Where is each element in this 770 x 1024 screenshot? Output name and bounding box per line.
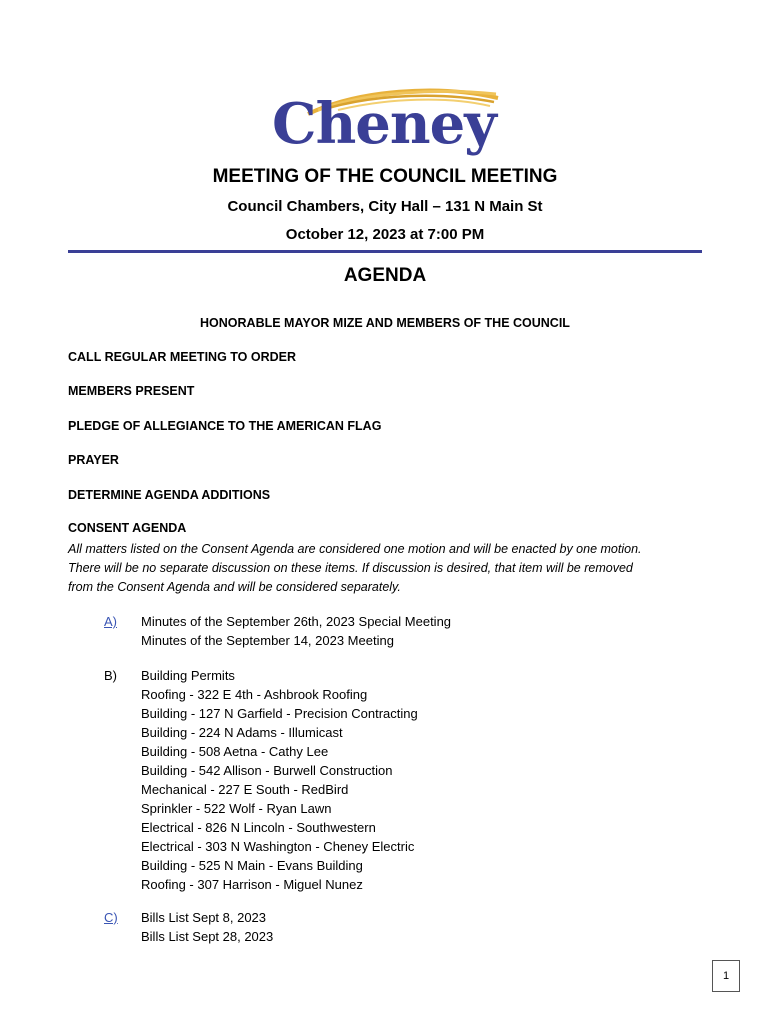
agenda-item-members-present: MEMBERS PRESENT (68, 384, 195, 398)
meeting-location: Council Chambers, City Hall – 131 N Main St (227, 198, 543, 215)
section-line: Minutes of the September 26th, 2023 Special Meeting (141, 614, 452, 629)
agenda-item-consent: CONSENT AGENDA (68, 521, 187, 535)
cheney-logo (268, 82, 503, 162)
consent-note (68, 540, 708, 597)
section-line: Building - 127 N Garfield - Precision Contracting (141, 706, 418, 721)
agenda-heading: AGENDA (343, 265, 427, 286)
section-line: Building - 525 N Main - Evans Building (141, 858, 363, 873)
page-number: 1 (712, 960, 740, 992)
address-line: HONORABLE MAYOR MIZE AND MEMBERS OF THE COUNCIL (200, 316, 570, 330)
section-a-link[interactable]: A) (104, 614, 117, 629)
section-line: Sprinkler - 522 Wolf - Ryan Lawn (141, 801, 332, 816)
meeting-title: MEETING OF THE COUNCIL MEETING (212, 166, 558, 187)
section-line: Bills List Sept 8, 2023 (141, 910, 267, 925)
agenda-item-pledge: PLEDGE OF ALLEGIANCE TO THE AMERICAN FLAG (68, 419, 382, 433)
section-line: Building - 508 Aetna - Cathy Lee (141, 744, 329, 759)
section-line: Roofing - 322 E 4th - Ashbrook Roofing (141, 687, 368, 702)
agenda-item-additions: DETERMINE AGENDA ADDITIONS (68, 488, 271, 502)
section-line: Building - 542 Allison - Burwell Construction (141, 763, 393, 778)
agenda-item-call-to-order: CALL REGULAR MEETING TO ORDER (68, 350, 297, 364)
section-a-lines (141, 612, 451, 650)
section-line: Electrical - 303 N Washington - Cheney Electric (141, 839, 415, 854)
section-c-lines (141, 908, 273, 946)
agenda-item-prayer: PRAYER (68, 453, 119, 467)
section-line: Mechanical - 227 E South - RedBird (141, 782, 349, 797)
section-line: Electrical - 826 N Lincoln - Southwestern (141, 820, 376, 835)
section-c-link[interactable]: C) (104, 910, 118, 925)
meeting-datetime: October 12, 2023 at 7:00 PM (285, 226, 485, 243)
section-line: Bills List Sept 28, 2023 (141, 929, 274, 944)
section-line: Roofing - 307 Harrison - Miguel Nunez (141, 877, 363, 892)
consent-note-line: All matters listed on the Consent Agenda are considered one motion and will be enacted by one motion. (68, 542, 642, 556)
section-line: Minutes of the September 14, 2023 Meeting (141, 633, 394, 648)
section-b-lines (141, 666, 418, 894)
logo-text: Cheney (272, 91, 496, 157)
section-line: Building - 224 N Adams - Illumicast (141, 725, 343, 740)
section-line: Building Permits (141, 668, 235, 683)
section-b-label: B) (104, 668, 117, 683)
header-divider (68, 250, 702, 253)
consent-note-line: from the Consent Agenda and will be considered separately. (68, 580, 401, 594)
consent-note-line: There will be no separate discussion on these items. If discussion is desired, that item will be removed (68, 561, 633, 575)
